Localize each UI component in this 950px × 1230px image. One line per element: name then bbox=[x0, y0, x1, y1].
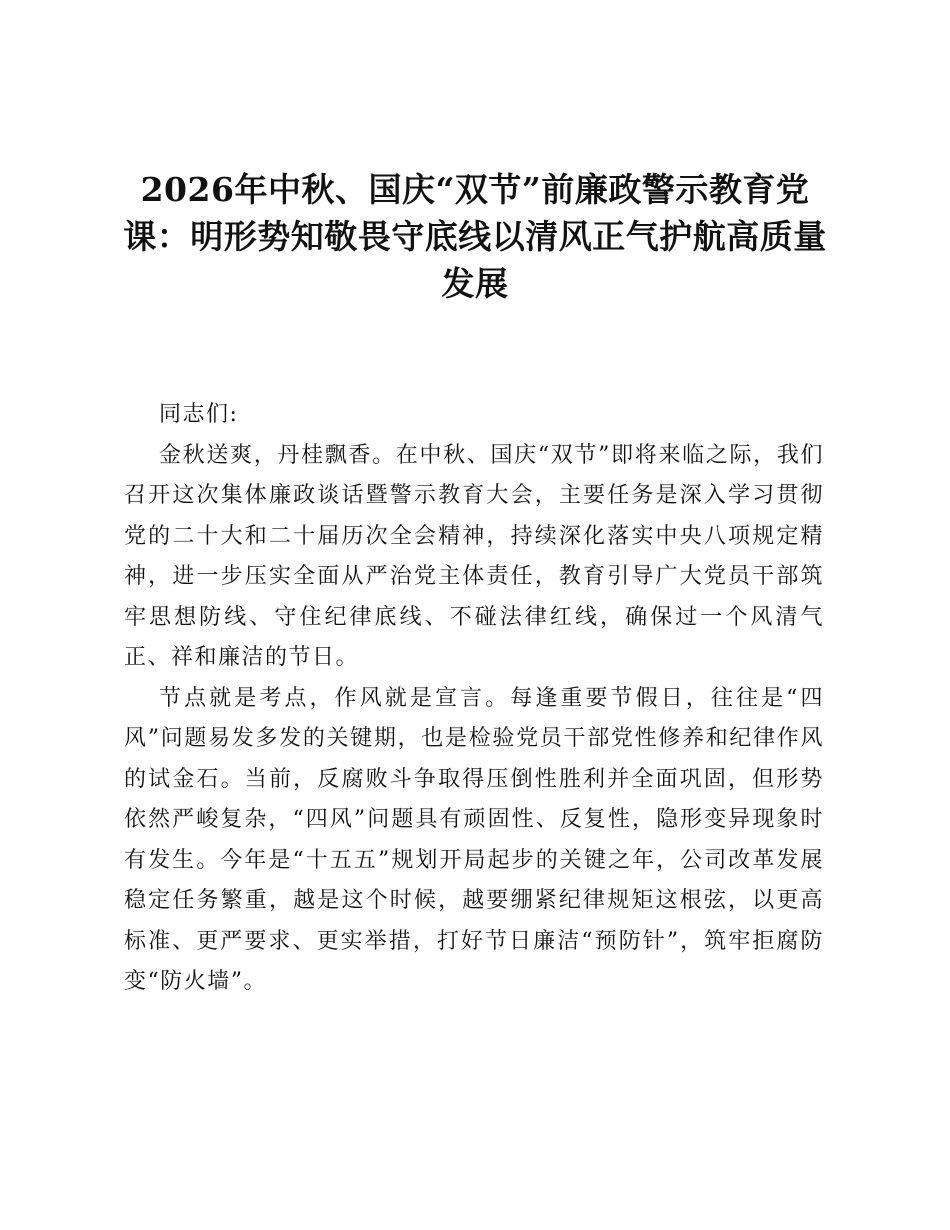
paragraph-1: 金秋送爽，丹桂飘香。在中秋、国庆“双节”即将来临之际，我们召开这次集体廉政谈话暨警示教育大会，主要任务是深入学习贯彻党的二十大和二十届历次全会精神，持续深化落实中央八项规定精神，进一步压实全面从严治党主体责任，教育引导广大党员干部筑牢思想防线、守住纪律底线、不碰法律红线，确保过一个风清气正、祥和廉洁的节日。 bbox=[124, 442, 824, 670]
paragraph-2: 节点就是考点，作风就是宣言。每逢重要节假日，往往是“四风”问题易发多发的关键期，也是检验党员干部党性修养和纪律作风的试金石。当前，反腐败斗争取得压倒性胜利并全面巩固，但形势依然严峻复杂，“四风”问题具有顽固性、反复性，隐形变异现象时有发生。今年是“十五五”规划开局起步的关键之年，公司改革发展稳定任务繁重，越是这个时候，越要绷紧纪律规矩这根弦，以更高标准、更严要求、更实举措，打好节日廉洁“预防针”，筑牢拒腐防变“防火墙”。 bbox=[124, 685, 824, 994]
salutation: 同志们: bbox=[159, 402, 239, 427]
document-title: 2026年中秋、国庆“双节”前廉政警示教育党课：明形势知敬畏守底线以清风正气护航高质量发展 bbox=[123, 170, 827, 303]
document-body bbox=[124, 395, 824, 1003]
